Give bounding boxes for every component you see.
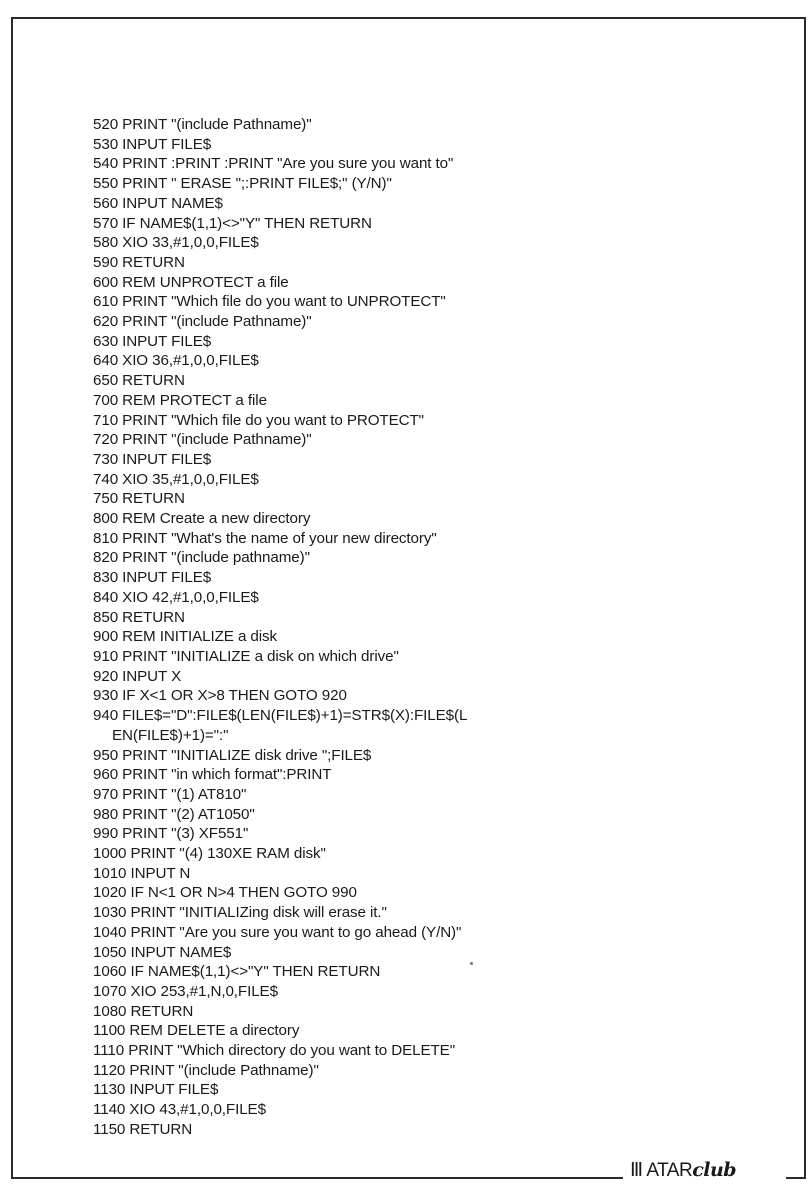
code-line: 1110 PRINT "Which directory do you want to DELETE" (93, 1042, 455, 1060)
code-line: 1060 IF NAME$(1,1)<>"Y" THEN RETURN (93, 963, 381, 981)
code-line: 840 XIO 42,#1,0,0,FILE$ (93, 588, 259, 606)
code-line: 1150 RETURN (93, 1120, 193, 1138)
code-line: 560 INPUT NAME$ (93, 194, 223, 212)
code-line: 710 PRINT "Which file do you want to PROTECT" (93, 411, 424, 429)
code-line: 730 INPUT FILE$ (93, 450, 212, 468)
code-line: 530 INPUT FILE$ (93, 135, 212, 153)
footer-rule-end (786, 1177, 806, 1179)
code-line: 800 REM Create a new directory (93, 510, 311, 528)
code-line: 750 RETURN (93, 490, 185, 508)
atari-logo-icon: Ⅲ (630, 1160, 643, 1181)
footer-rule (11, 1177, 623, 1179)
code-line: 1050 INPUT NAME$ (93, 943, 232, 961)
code-line: 1140 XIO 43,#1,0,0,FILE$ (93, 1101, 266, 1119)
code-line: 550 PRINT " ERASE ";:PRINT FILE$;" (Y/N)" (93, 175, 392, 193)
code-line: 630 INPUT FILE$ (93, 332, 212, 350)
code-line: 820 PRINT "(include pathname)" (93, 549, 310, 567)
code-line: 740 XIO 35,#1,0,0,FILE$ (93, 470, 259, 488)
code-line: 720 PRINT "(include Pathname)" (93, 431, 312, 449)
basic-listing (93, 115, 467, 1140)
code-line: 540 PRINT :PRINT :PRINT "Are you sure you want to" (93, 155, 454, 173)
code-line: 990 PRINT "(3) XF551" (93, 825, 249, 843)
print-speck (470, 962, 473, 965)
code-line: 650 RETURN (93, 372, 185, 390)
code-line: 620 PRINT "(include Pathname)" (93, 313, 312, 331)
code-line: 570 IF NAME$(1,1)<>"Y" THEN RETURN (93, 214, 372, 232)
code-line: 1130 INPUT FILE$ (93, 1081, 219, 1099)
atari-club-logo (630, 1159, 736, 1182)
code-line: 1010 INPUT N (93, 864, 191, 882)
code-line: 520 PRINT "(include Pathname)" (93, 116, 312, 133)
code-line: 1040 PRINT "Are you sure you want to go ahead (Y/N)" (93, 923, 462, 941)
code-line: 950 PRINT "INITIALIZE disk drive ";FILE$ (93, 746, 372, 764)
code-line: 980 PRINT "(2) AT1050" (93, 805, 255, 823)
code-line: 580 XIO 33,#1,0,0,FILE$ (93, 234, 259, 252)
code-line: 590 RETURN (93, 253, 185, 271)
code-line: 960 PRINT "in which format":PRINT (93, 766, 332, 784)
code-line: 1000 PRINT "(4) 130XE RAM disk" (93, 845, 326, 863)
code-line: 940 FILE$="D":FILE$(LEN(FILE$)+1)=STR$(X):FILE$(L (93, 707, 468, 725)
code-line: EN(FILE$)+1)=":" (112, 726, 229, 744)
code-line: 930 IF X<1 OR X>8 THEN GOTO 920 (93, 687, 347, 705)
code-line: 600 REM UNPROTECT a file (93, 273, 289, 291)
code-line: 1100 REM DELETE a directory (93, 1022, 300, 1040)
logo-script: club (692, 1159, 737, 1181)
code-line: 850 RETURN (93, 608, 185, 626)
code-line: 1080 RETURN (93, 1002, 194, 1020)
code-line: 1120 PRINT "(include Pathname)" (93, 1061, 319, 1079)
code-line: 830 INPUT FILE$ (93, 569, 212, 587)
code-line: 1030 PRINT "INITIALIZing disk will erase it." (93, 904, 387, 922)
code-line: 810 PRINT "What's the name of your new directory" (93, 529, 437, 547)
code-line: 610 PRINT "Which file do you want to UNPROTECT" (93, 293, 446, 311)
code-line: 1020 IF N<1 OR N>4 THEN GOTO 990 (93, 884, 357, 902)
code-line: 1070 XIO 253,#1,N,0,FILE$ (93, 982, 278, 1000)
logo-prefix: ATAR (646, 1160, 693, 1181)
code-line: 970 PRINT "(1) AT810" (93, 785, 247, 803)
code-line: 900 REM INITIALIZE a disk (93, 628, 278, 646)
code-line: 700 REM PROTECT a file (93, 391, 267, 409)
code-line: 910 PRINT "INITIALIZE a disk on which drive" (93, 647, 399, 665)
code-line: 640 XIO 36,#1,0,0,FILE$ (93, 352, 259, 370)
code-line: 920 INPUT X (93, 667, 182, 685)
